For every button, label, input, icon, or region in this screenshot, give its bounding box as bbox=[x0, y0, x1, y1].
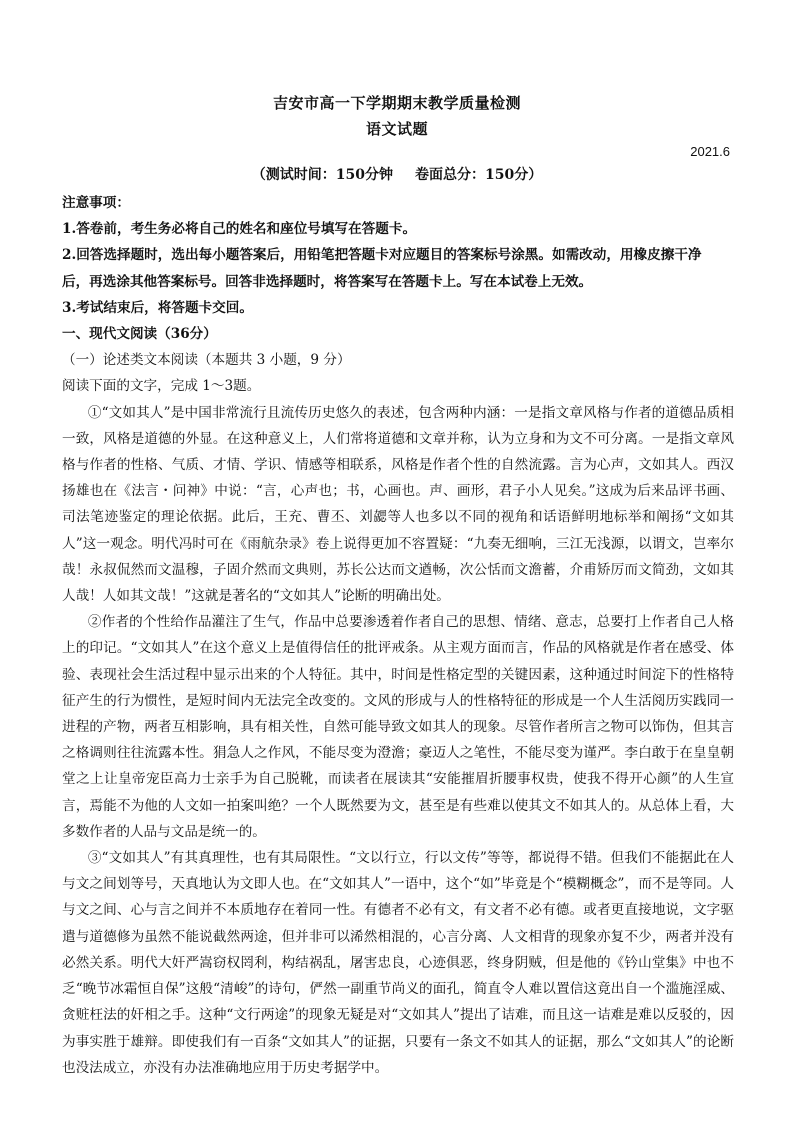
note-item-1: 1.答卷前，考生务必将自己的姓名和座位号填写在答题卡。 bbox=[62, 221, 417, 238]
test-time: （测试时间：150分钟 bbox=[251, 167, 393, 183]
sub-section-heading: （一）论述类文本阅读（本题共 3 小题，9 分） bbox=[62, 352, 351, 369]
exam-content bbox=[62, 190, 734, 1081]
paragraph-3: ③“文如其人”有其真理性，也有其局限性。“文以行立，行以文传”等等，都说得不错。但我们不能据此在人与文之间划等号，天真地认为文即人也。在“文如其人”一语中，这个“如”毕竟是个“模糊概念”，而不是等同。人与文之间、心与言之间并不本质地存在着同一性。有德者不必有文，有文者不必有德。或者更直接地说，文字驱遣与道德修为虽然不能说截然两途，但并非可以浠然相混的，心言分离、人文相背的现象亦复不少，两者并没有必然关系。明代大奸严嵩窃权罔利，构结祸乱，屠害忠良，心迹俱恶，终身阴贼，但是他的《钤山堂集》中也不乏“晚节冰霜恒自保”这般“清峻”的诗句，俨然一副重节尚义的面孔，简直令人难以置信这竟出自一个滥施淫威、贪赃枉法的奸相之手。这种“文行两途”的现象无疑是对“文如其人”提出了诘难，而且这一诘难是难以反驳的，因为事实胜于雄辩。即使我们有一百条“文如其人”的证据，只要有一条文不如其人的证据，那么“文如其人”的论断也没法成立，亦没有办法准确地应用于历史考据学中。 bbox=[62, 850, 734, 1076]
note-item-2-line-1: 2.回答选择题时，选出每小题答案后，用铅笔把答题卡对应题目的答案标号涂黑。如需改动，用橡皮擦干净 bbox=[62, 247, 702, 264]
reading-instruction: 阅读下面的文字，完成 1～3题。 bbox=[62, 378, 261, 395]
paragraph-1: ①“文如其人”是中国非常流行且流传历史悠久的表述，包含两种内涵：一是指文章风格与作者的道德品质相一致，风格是道德的外显。在这种意义上，人们常将道德和文章并称，认为立身和为文不可分离。一是指文章风格与作者的性格、气质、才情、学识、情感等相联系，风格是作者个性的自然流露。言为心声，文如其人。西汉扬雄也在《法言・问神》中说：“言，心声也；书，心画也。声、画形，君子小人见矣。”这成为后来品评书画、司法笔迹鉴定的理论依据。此后，王充、曹丕、刘勰等人也多以不同的视角和话语鲜明地标举和阐扬“文如其人”这一观念。明代冯时可在《雨航杂录》卷上说得更加不容置疑：“九奏无细响，三江无浅源，以谓文，岂率尔哉！永叔侃然而文温穆，子固介然而文典则，苏长公达而文遒畅，次公恬而文澹蓄，介甫矫厉而文简劲，文如其人哉！人如其文哉！”这就是著名的“文如其人”论断的明确出处。 bbox=[62, 404, 734, 605]
paragraph-2: ②作者的个性给作品灌注了生气，作品中总要渗透着作者自己的思想、情绪、意志，总要打上作者自己人格上的印记。“文如其人”在这个意义上是值得信任的批评戒条。从主观方面而言，作品的风格就是作者在感受、体验、表现社会生活过程中显示出来的个人特征。其中，时间是性格定型的关键因素，这种通过时间淀下的性格特征产生的行为惯性，是短时间内无法完全改变的。文风的形成与人的性格特征的形成是一个人生活阅历实践同一进程的产物，两者互相影响，具有相关性，自然可能导致文如其人的现象。尽管作者所言之物可以饰伪，但其言之格调则往往流露本性。狷急人之作风，不能尽变为澄澹；豪迈人之笔性，不能尽变为谨严。李白敢于在皇皇朝堂之上让皇帝宠臣高力士亲手为自己脱靴，而读者在展读其“安能摧眉折腰事权贵，使我不得开心颜”的人生宣言，焉能不为他的人文如一拍案叫绝？一个人既然要为文，甚至是有些难以使其文不如其人的。从总体上看，大多数作者的人品与文品是统一的。 bbox=[62, 614, 734, 840]
total-score: 卷面总分：150分） bbox=[415, 167, 543, 183]
exam-title: 吉安市高一下学期期末教学质量检测 bbox=[272, 94, 521, 112]
notes-heading: 注意事项： bbox=[62, 195, 130, 211]
subject-title: 语文试题 bbox=[365, 120, 428, 138]
exam-meta bbox=[0, 164, 794, 184]
note-item-2-line-2: 后，再选涂其他答案标号。回答非选择题时，将答案写在答题卡上。写在本试卷上无效。 bbox=[62, 273, 593, 290]
note-item-3: 3.考试结束后，将答题卡交回。 bbox=[62, 299, 253, 316]
exam-date: 2021.6 bbox=[690, 144, 730, 159]
section-heading: 一、现代文阅读（36分） bbox=[62, 326, 217, 343]
